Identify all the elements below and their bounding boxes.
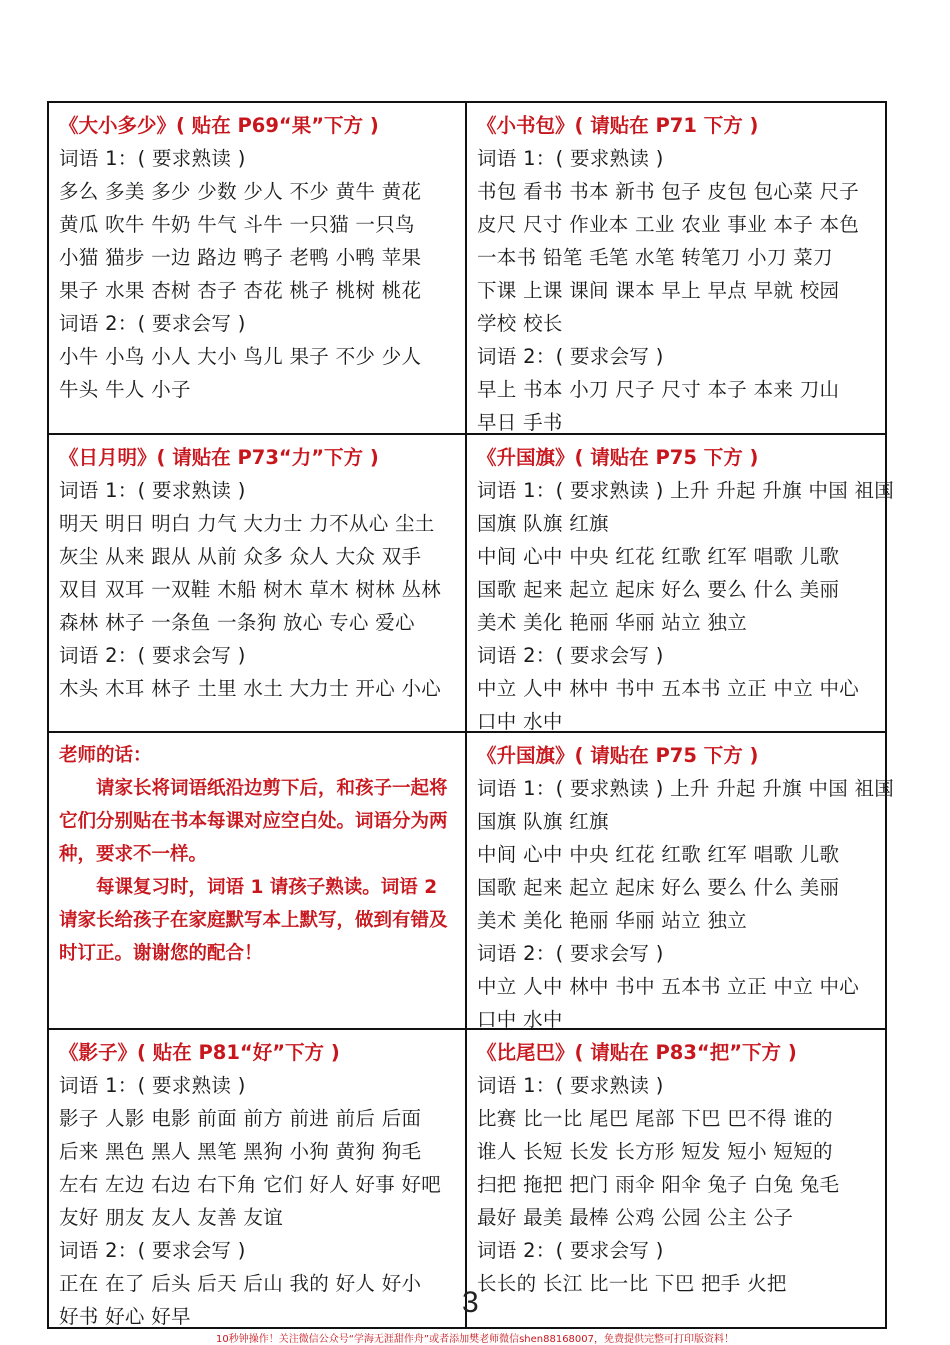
- word-line: 下课 上课 课间 课本 早上 早点 早就 校园: [477, 279, 840, 302]
- word-line: 国歌 起来 起立 起床 好么 要么 什么 美丽: [477, 578, 840, 601]
- lesson-cell-bi-weiba: [467, 1030, 885, 1327]
- word-line: 正在 在了 后头 后天 后山 我的 好人 好小: [59, 1272, 422, 1295]
- word-line: 比赛 比一比 尾巴 尾部 下巴 巴不得 谁的: [477, 1107, 833, 1130]
- word-line: 谁人 长短 长发 长方形 短发 短小 短短的: [477, 1140, 833, 1163]
- word-line: 书包 看书 书本 新书 包子 皮包 包心菜 尺子: [477, 180, 860, 203]
- lesson-title: 《升国旗》( 请贴在 P75 下方 ): [477, 446, 759, 469]
- word-line: 森林 林子 一条鱼 一条狗 放心 专心 爱心: [59, 611, 415, 634]
- word-line: 词语 2：( 要求会写 ): [59, 1239, 246, 1262]
- word-line: 学校 校长: [477, 312, 563, 335]
- word-line: 词语 1：( 要求熟读 ): [59, 1074, 246, 1097]
- word-line: 果子 水果 杏树 杏子 杏花 桃子 桃树 桃花: [59, 279, 422, 302]
- word-line: 长长的 长江 比一比 下巴 把手 火把: [477, 1272, 787, 1295]
- word-line: 词语 1：( 要求熟读 ): [59, 479, 246, 502]
- word-line: 小牛 小鸟 小人 大小 鸟儿 果子 不少 少人: [59, 345, 422, 368]
- word-line: 词语 2：( 要求会写 ): [477, 1239, 664, 1262]
- word-line: 词语 1：( 要求熟读 ) 上升 升起 升旗 中国 祖国: [477, 777, 895, 800]
- lesson-cell-sheng-guoqi: [467, 435, 895, 733]
- lesson-title: 《小书包》( 请贴在 P71 下方 ): [477, 114, 759, 137]
- word-line: 口中 水中: [477, 710, 563, 733]
- word-line: 小猫 猫步 一边 路边 鸭子 老鸭 小鸭 苹果: [59, 246, 422, 269]
- word-line: 多么 多美 多少 少数 少人 不少 黄牛 黄花: [59, 180, 422, 203]
- word-line: 词语 1：( 要求熟读 ): [59, 147, 246, 170]
- teacher-note-cell: [49, 733, 465, 1028]
- word-line: 早日 手书: [477, 411, 563, 434]
- word-line: 皮尺 尺寸 作业本 工业 农业 事业 本子 本色: [477, 213, 860, 236]
- lesson-title: 《比尾巴》( 请贴在 P83“把”下方 ): [477, 1041, 797, 1064]
- lesson-cell-yingzi: [49, 1030, 465, 1327]
- word-line: 国旗 队旗 红旗: [477, 512, 609, 535]
- footer-notice: 10秒钟操作！关注微信公众号“学海无涯甜作舟”或者添加樊老师微信shen88168007，免费提供完整可打印版资料！: [215, 1334, 735, 1345]
- word-line: 最好 最美 最棒 公鸡 公园 公主 公子: [477, 1206, 794, 1229]
- word-line: 中间 心中 中央 红花 红歌 红军 唱歌 儿歌: [477, 843, 840, 866]
- lesson-cell-daxiao-duoshao: [49, 103, 465, 433]
- lesson-title: 《大小多少》( 贴在 P69“果”下方 ): [59, 114, 379, 137]
- word-line: 词语 2：( 要求会写 ): [477, 345, 664, 368]
- lesson-title: 《日月明》( 请贴在 P73“力”下方 ): [59, 446, 379, 469]
- word-line: 扫把 拖把 把门 雨伞 阳伞 兔子 白兔 兔毛: [477, 1173, 840, 1196]
- word-line: 一本书 铅笔 毛笔 水笔 转笔刀 小刀 菜刀: [477, 246, 833, 269]
- word-line: 词语 2：( 要求会写 ): [477, 942, 664, 965]
- vocabulary-sheet: [47, 101, 895, 1329]
- lesson-cell-sheng-guoqi-repeat: [467, 733, 895, 1031]
- word-line: 美术 美化 艳丽 华丽 站立 独立: [477, 909, 748, 932]
- lesson-cell-ri-yue-ming: [49, 435, 465, 731]
- page-number: 3: [462, 1286, 479, 1319]
- teacher-note-paragraph: 每课复习时，词语 1 请孩子熟读。词语 2 请家长给孩子在家庭默写本上默写，做到有错及时订正。谢谢您的配合！: [59, 877, 448, 964]
- word-line: 左右 左边 右边 右下角 它们 好人 好事 好吧: [59, 1173, 442, 1196]
- word-line: 美术 美化 艳丽 华丽 站立 独立: [477, 611, 748, 634]
- lesson-title: 《影子》( 贴在 P81“好”下方 ): [59, 1041, 340, 1064]
- word-line: 词语 1：( 要求熟读 ): [477, 147, 664, 170]
- lesson-cell-xiao-shubao: [467, 103, 885, 433]
- word-line: 好书 好心 好早: [59, 1305, 191, 1328]
- word-line: 词语 2：( 要求会写 ): [477, 644, 664, 667]
- word-line: 友好 朋友 友人 友善 友谊: [59, 1206, 283, 1229]
- word-line: 口中 水中: [477, 1008, 563, 1031]
- word-line: 词语 2：( 要求会写 ): [59, 312, 246, 335]
- word-line: 词语 1：( 要求熟读 ): [477, 1074, 664, 1097]
- word-line: 词语 1：( 要求熟读 ) 上升 升起 升旗 中国 祖国: [477, 479, 895, 502]
- word-line: 中立 人中 林中 书中 五本书 立正 中立 中心: [477, 677, 860, 700]
- teacher-note-title: 老师的话：: [59, 745, 152, 766]
- word-line: 灰尘 从来 跟从 从前 众多 众人 大众 双手: [59, 545, 422, 568]
- word-line: 中间 心中 中央 红花 红歌 红军 唱歌 儿歌: [477, 545, 840, 568]
- word-line: 中立 人中 林中 书中 五本书 立正 中立 中心: [477, 975, 860, 998]
- word-line: 木头 木耳 林子 土里 水土 大力士 开心 小心: [59, 677, 442, 700]
- word-line: 影子 人影 电影 前面 前方 前进 前后 后面: [59, 1107, 422, 1130]
- word-line: 双目 双耳 一双鞋 木船 树木 草木 树林 丛林: [59, 578, 442, 601]
- word-line: 牛头 牛人 小子: [59, 378, 191, 401]
- word-line: 早上 书本 小刀 尺子 尺寸 本子 本来 刀山: [477, 378, 840, 401]
- teacher-note-paragraph: 请家长将词语纸沿边剪下后，和孩子一起将它们分别贴在书本每课对应空白处。词语分为两种，要求不一样。: [59, 778, 448, 865]
- lesson-title: 《升国旗》( 请贴在 P75 下方 ): [477, 744, 759, 767]
- word-line: 黄瓜 吹牛 牛奶 牛气 斗牛 一只猫 一只鸟: [59, 213, 415, 236]
- word-line: 词语 2：( 要求会写 ): [59, 644, 246, 667]
- word-line: 国旗 队旗 红旗: [477, 810, 609, 833]
- word-line: 后来 黑色 黑人 黑笔 黑狗 小狗 黄狗 狗毛: [59, 1140, 422, 1163]
- word-line: 国歌 起来 起立 起床 好么 要么 什么 美丽: [477, 876, 840, 899]
- word-line: 明天 明日 明白 力气 大力士 力不从心 尘土: [59, 512, 435, 535]
